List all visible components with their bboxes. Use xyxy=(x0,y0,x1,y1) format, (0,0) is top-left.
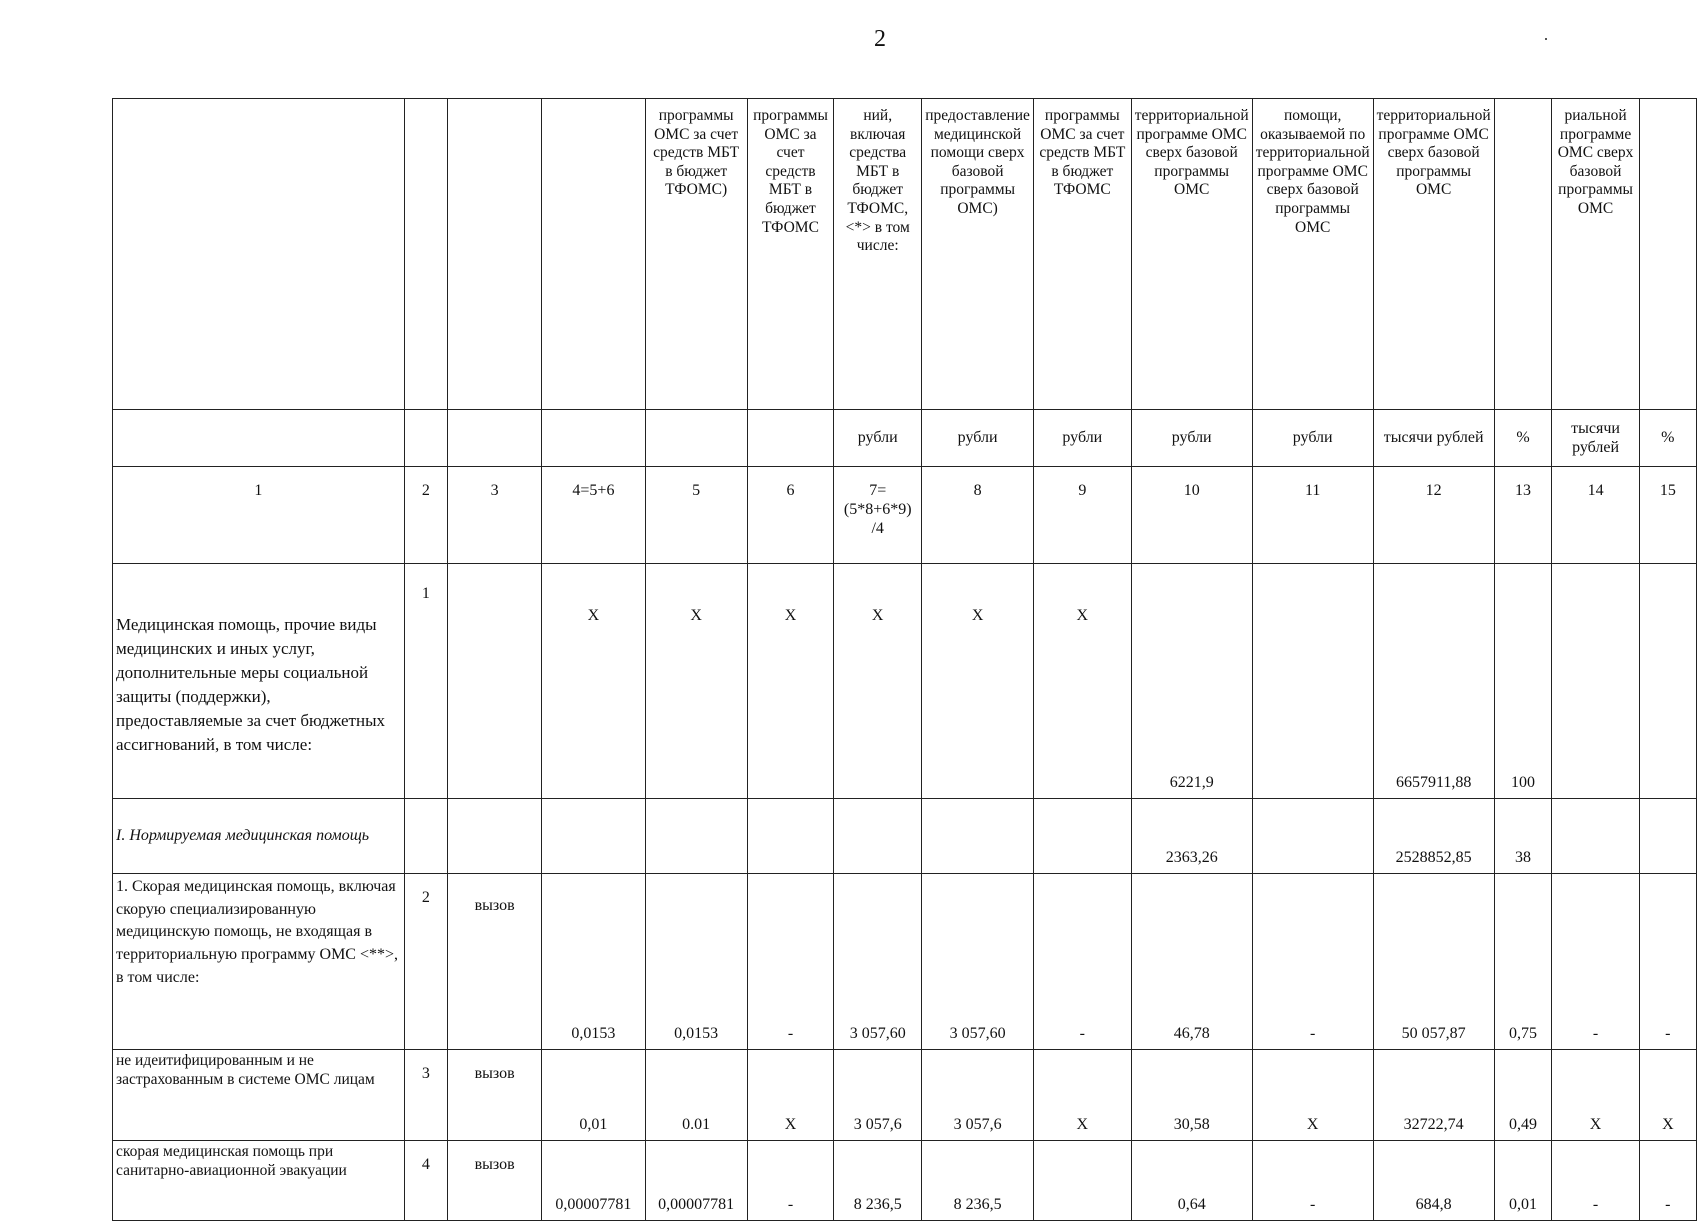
row-name: I. Нормируемая медицинская помощь xyxy=(113,799,405,874)
cell-c8: 8 236,5 xyxy=(922,1141,1034,1221)
cell-c12: 50 057,87 xyxy=(1373,874,1494,1050)
header-cell-12: территориальной программе ОМС сверх базовой программы ОМС xyxy=(1373,99,1494,410)
column-number: 12 xyxy=(1373,467,1494,564)
column-number: 1 xyxy=(113,467,405,564)
cell-c12: 2528852,85 xyxy=(1373,799,1494,874)
cell-c10: 30,58 xyxy=(1131,1050,1252,1141)
unit-cell-15: % xyxy=(1639,410,1696,467)
header-cell-5: программы ОМС за счет средств МБТ в бюджет ТФОМС) xyxy=(645,99,747,410)
row-unit xyxy=(447,799,541,874)
header-cell-2 xyxy=(404,99,447,410)
cell-c13: 38 xyxy=(1494,799,1552,874)
cell-c5: X xyxy=(645,564,747,799)
cell-c8: 3 057,60 xyxy=(922,874,1034,1050)
header-cell-13 xyxy=(1494,99,1552,410)
header-cell-11: помощи, оказываемой по территориальной программе ОМС сверх базовой программы ОМС xyxy=(1252,99,1373,410)
cell-c13: 0,01 xyxy=(1494,1141,1552,1221)
cell-c9 xyxy=(1033,1141,1131,1221)
row-number: 1 xyxy=(404,564,447,799)
cell-c7: 3 057,60 xyxy=(834,874,922,1050)
column-number: 4=5+6 xyxy=(542,467,645,564)
row-number: 2 xyxy=(404,874,447,1050)
column-number: 8 xyxy=(922,467,1034,564)
cell-c6: X xyxy=(747,564,833,799)
header-cell-8: предоставление медицинской помощи сверх базовой программы ОМС) xyxy=(922,99,1034,410)
standards-table xyxy=(112,98,1697,1221)
cell-c8: X xyxy=(922,564,1034,799)
unit-cell-3 xyxy=(447,410,541,467)
unit-cell-9: рубли xyxy=(1033,410,1131,467)
cell-c11 xyxy=(1252,799,1373,874)
column-number-row xyxy=(113,467,1697,564)
cell-c7 xyxy=(834,799,922,874)
cell-c7: 8 236,5 xyxy=(834,1141,922,1221)
header-cell-15 xyxy=(1639,99,1696,410)
cell-c14 xyxy=(1552,799,1639,874)
cell-c15 xyxy=(1639,799,1696,874)
cell-c12: 6657911,88 xyxy=(1373,564,1494,799)
unit-cell-1 xyxy=(113,410,405,467)
table-row xyxy=(113,564,1697,799)
page-number: 2 xyxy=(874,26,886,52)
cell-c10: 6221,9 xyxy=(1131,564,1252,799)
cell-c7: 3 057,6 xyxy=(834,1050,922,1141)
column-number: 13 xyxy=(1494,467,1552,564)
column-number: 15 xyxy=(1639,467,1696,564)
header-cell-10: территориальной программе ОМС сверх базовой программы ОМС xyxy=(1131,99,1252,410)
table-row xyxy=(113,1050,1697,1141)
cell-c9: X xyxy=(1033,1050,1131,1141)
unit-cell-4 xyxy=(542,410,645,467)
row-unit: вызов xyxy=(447,1141,541,1221)
unit-cell-6 xyxy=(747,410,833,467)
cell-c6 xyxy=(747,799,833,874)
cell-c6: - xyxy=(747,874,833,1050)
cell-c8 xyxy=(922,799,1034,874)
unit-cell-5 xyxy=(645,410,747,467)
table-row xyxy=(113,799,1697,874)
unit-cell-11: рубли xyxy=(1252,410,1373,467)
row-name: 1. Скорая медицинская помощь, включая скорую специализированную медицинскую помощь, не входящая в территориальную программу ОМС <**>, в том числе: xyxy=(113,874,405,1050)
unit-cell-12: тысячи рублей xyxy=(1373,410,1494,467)
cell-c4: 0,01 xyxy=(542,1050,645,1141)
column-number: 11 xyxy=(1252,467,1373,564)
cell-c5: 0,0153 xyxy=(645,874,747,1050)
cell-c6: - xyxy=(747,1141,833,1221)
cell-c11 xyxy=(1252,564,1373,799)
column-number: 5 xyxy=(645,467,747,564)
row-number: 3 xyxy=(404,1050,447,1141)
cell-c4 xyxy=(542,799,645,874)
unit-cell-14: тысячи рублей xyxy=(1552,410,1639,467)
cell-c15: - xyxy=(1639,874,1696,1050)
header-cell-14: риальной программе ОМС сверх базовой программы ОМС xyxy=(1552,99,1639,410)
cell-c8: 3 057,6 xyxy=(922,1050,1034,1141)
cell-c13: 0,75 xyxy=(1494,874,1552,1050)
cell-c14: - xyxy=(1552,1141,1639,1221)
row-number: 4 xyxy=(404,1141,447,1221)
row-name: не идеитифицированным и не застрахованным в системе ОМС лицам xyxy=(113,1050,405,1141)
column-number: 9 xyxy=(1033,467,1131,564)
cell-c13: 100 xyxy=(1494,564,1552,799)
cell-c9 xyxy=(1033,799,1131,874)
cell-c9: X xyxy=(1033,564,1131,799)
units-row xyxy=(113,410,1697,467)
row-name: Медицинская помощь, прочие виды медицинских и иных услуг, дополнительные меры социальной защиты (поддержки), предоставляемые за счет бюджетных ассигнований, в том числе: xyxy=(113,564,405,799)
cell-c11: - xyxy=(1252,874,1373,1050)
table-row xyxy=(113,874,1697,1050)
header-cell-6: программы ОМС за счет средств МБТ в бюджет ТФОМС xyxy=(747,99,833,410)
header-cell-3 xyxy=(447,99,541,410)
unit-cell-7: рубли xyxy=(834,410,922,467)
header-cell-1 xyxy=(113,99,405,410)
cell-c15: - xyxy=(1639,1141,1696,1221)
cell-c10: 2363,26 xyxy=(1131,799,1252,874)
column-number: 6 xyxy=(747,467,833,564)
header-row xyxy=(113,99,1697,410)
column-number: 14 xyxy=(1552,467,1639,564)
cell-c6: X xyxy=(747,1050,833,1141)
column-number: 2 xyxy=(404,467,447,564)
cell-c4: X xyxy=(542,564,645,799)
cell-c15: X xyxy=(1639,1050,1696,1141)
cell-c5 xyxy=(645,799,747,874)
table-row xyxy=(113,1141,1697,1221)
header-cell-9: программы ОМС за счет средств МБТ в бюджет ТФОМС xyxy=(1033,99,1131,410)
unit-cell-10: рубли xyxy=(1131,410,1252,467)
row-unit xyxy=(447,564,541,799)
cell-c4: 0,00007781 xyxy=(542,1141,645,1221)
column-number: 10 xyxy=(1131,467,1252,564)
unit-cell-8: рубли xyxy=(922,410,1034,467)
cell-c14 xyxy=(1552,564,1639,799)
cell-c12: 32722,74 xyxy=(1373,1050,1494,1141)
cell-c14: X xyxy=(1552,1050,1639,1141)
cell-c14: - xyxy=(1552,874,1639,1050)
column-number: 3 xyxy=(447,467,541,564)
cell-c5: 0,00007781 xyxy=(645,1141,747,1221)
row-unit: вызов xyxy=(447,874,541,1050)
cell-c15 xyxy=(1639,564,1696,799)
column-number: 7= (5*8+6*9) /4 xyxy=(834,467,922,564)
cell-c13: 0,49 xyxy=(1494,1050,1552,1141)
unit-cell-2 xyxy=(404,410,447,467)
cell-c7: X xyxy=(834,564,922,799)
header-cell-7: ний, включая средства МБТ в бюджет ТФОМС, <*> в том числе: xyxy=(834,99,922,410)
header-cell-4 xyxy=(542,99,645,410)
row-number xyxy=(404,799,447,874)
unit-cell-13: % xyxy=(1494,410,1552,467)
scan-speck xyxy=(1545,38,1547,40)
row-name: скорая медицинская помощь при санитарно-авиационной эвакуации xyxy=(113,1141,405,1221)
cell-c10: 0,64 xyxy=(1131,1141,1252,1221)
cell-c4: 0,0153 xyxy=(542,874,645,1050)
cell-c12: 684,8 xyxy=(1373,1141,1494,1221)
cell-c11: X xyxy=(1252,1050,1373,1141)
cell-c5: 0.01 xyxy=(645,1050,747,1141)
row-unit: вызов xyxy=(447,1050,541,1141)
cell-c9: - xyxy=(1033,874,1131,1050)
cell-c11: - xyxy=(1252,1141,1373,1221)
cell-c10: 46,78 xyxy=(1131,874,1252,1050)
